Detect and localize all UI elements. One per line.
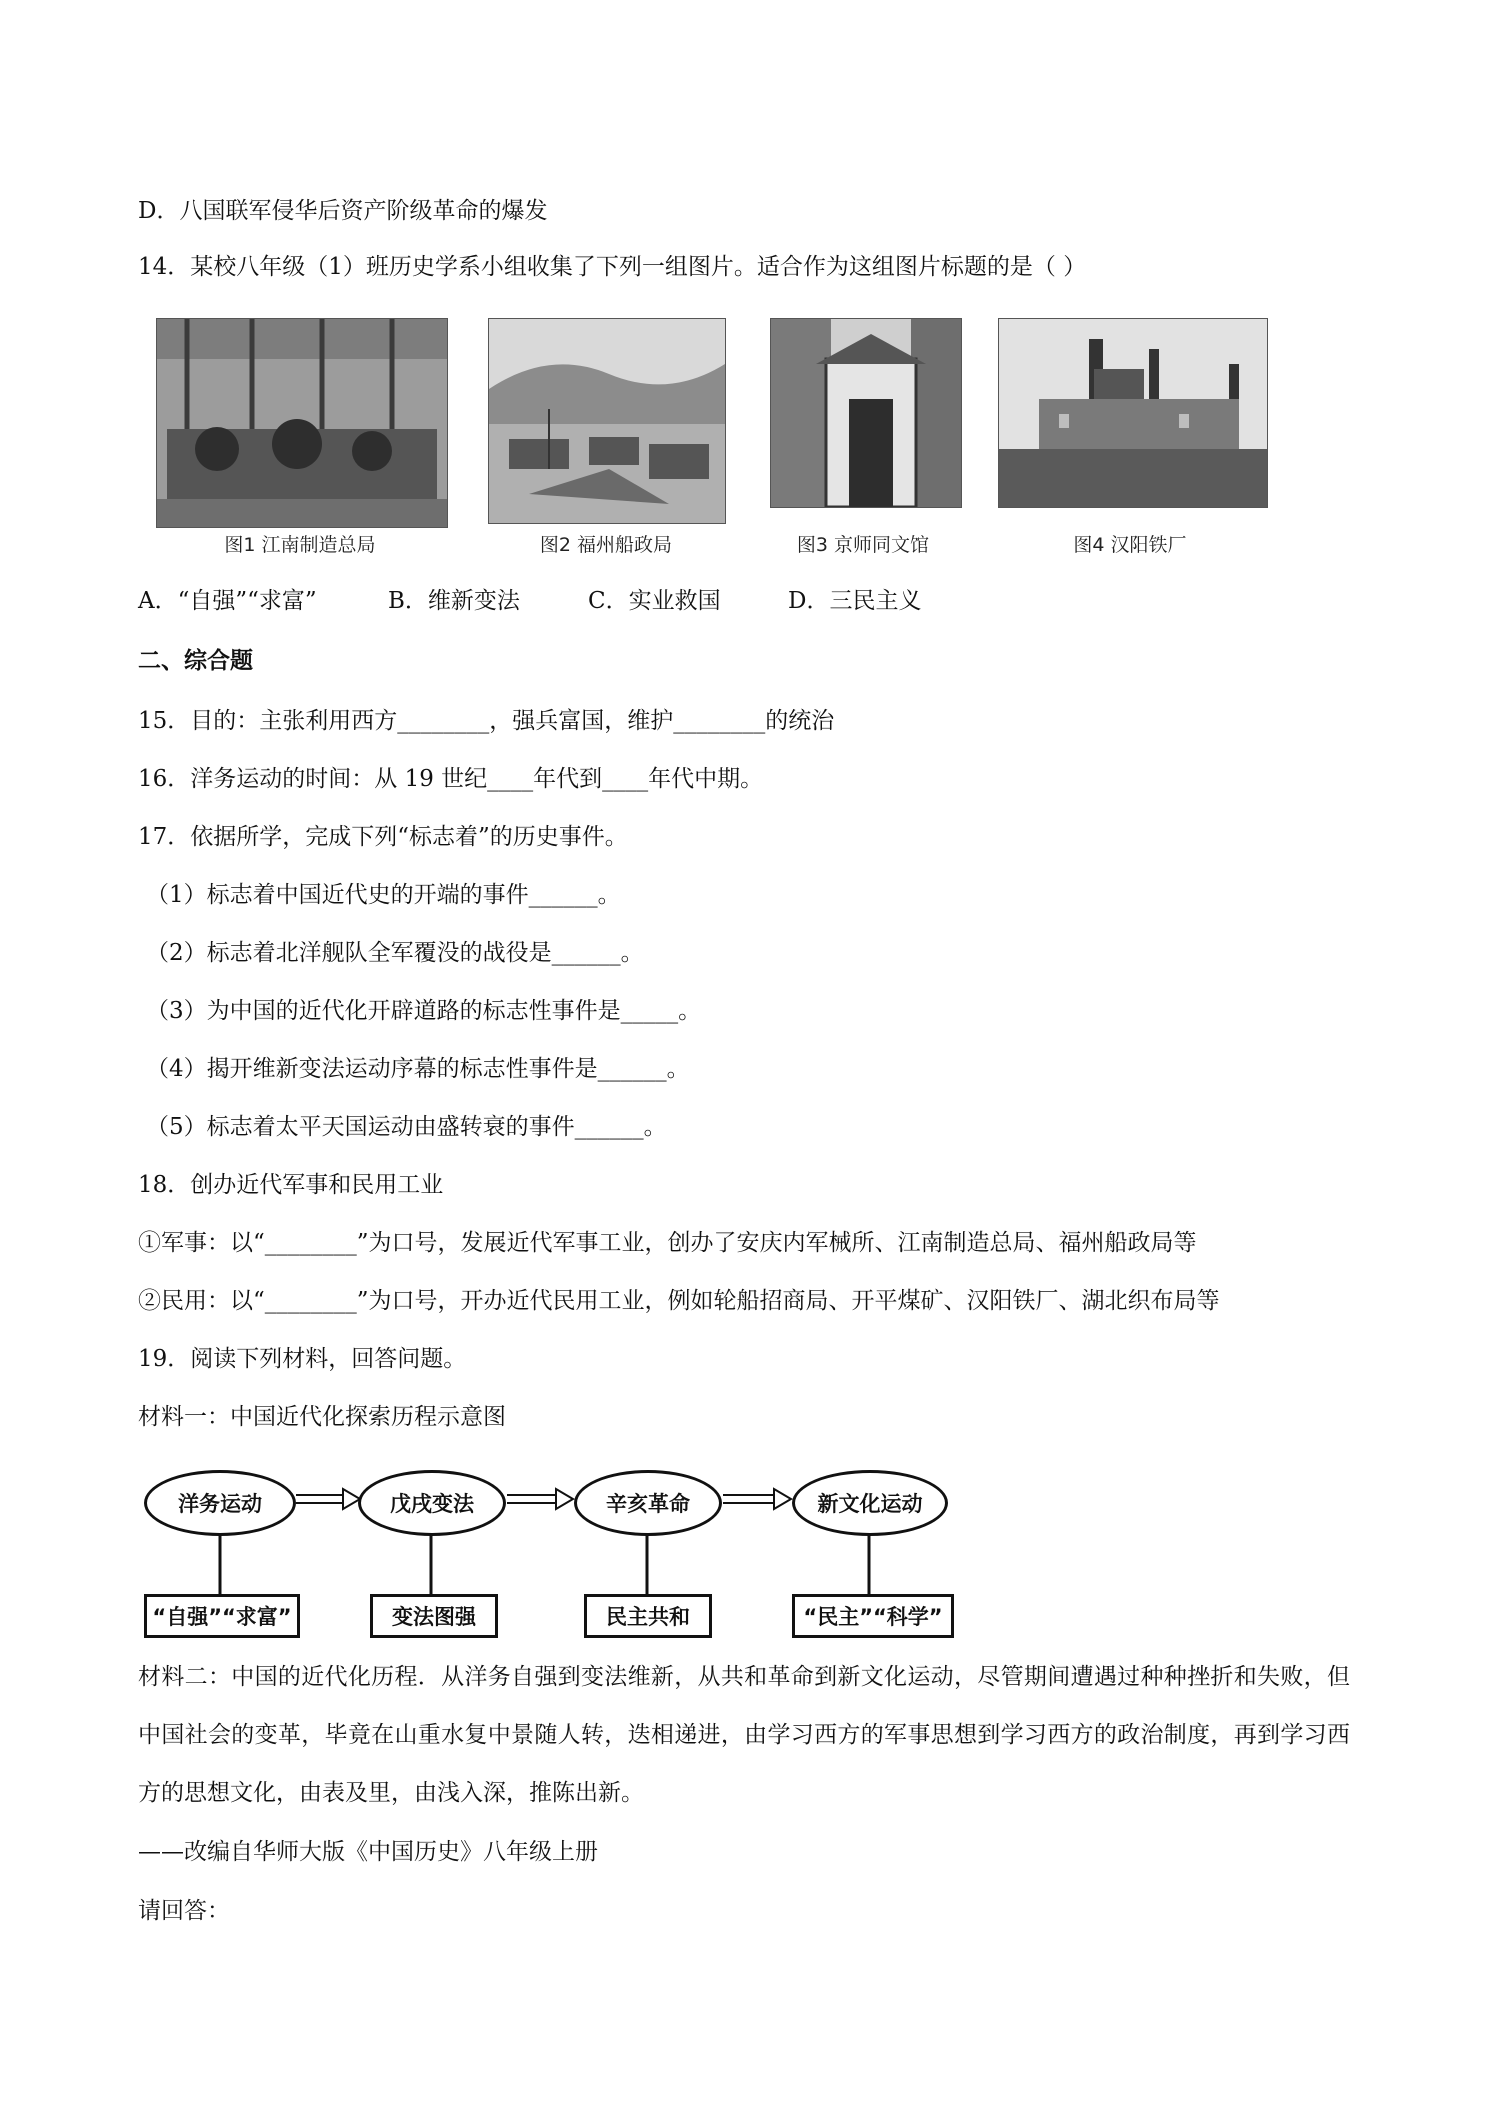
caption-3: 图3 京师同文馆 (796, 534, 930, 556)
q19-stem: 19．阅读下列材料，回答问题。 (138, 1346, 467, 1372)
arrow-3-icon (723, 1489, 791, 1509)
q18-stem: 18．创办近代军事和民用工业 (138, 1172, 444, 1198)
q14-option-b: B．维新变法 (388, 588, 520, 614)
caption-1: 图1 江南制造总局 (224, 534, 376, 556)
answer-prompt: 请回答： (138, 1898, 230, 1924)
q13-option-d: D．八国联军侵华后资产阶级革命的爆发 (138, 198, 548, 224)
q17-stem: 17．依据所学，完成下列“标志着”的历史事件。 (138, 824, 628, 850)
stage-wuxu: 戊戌变法 (358, 1470, 506, 1536)
q17-item-1: （1）标志着中国近代史的开端的事件______。 (146, 882, 621, 908)
q14-option-c: C．实业救国 (588, 588, 721, 614)
q14-stem: 14．某校八年级（1）班历史学系小组收集了下列一组图片。适合作为这组图片标题的是（ ） (138, 254, 1087, 280)
slogan-yangwu: “自强”“求富” (144, 1594, 300, 1638)
q17-item-5: （5）标志着太平天国运动由盛转衰的事件______。 (146, 1114, 667, 1140)
q15: 15．目的：主张利用西方________，强兵富国，维护________的统治 (138, 708, 835, 734)
photo-jiangnan-arsenal (156, 318, 448, 528)
q17-item-4: （4）揭开维新变法运动序幕的标志性事件是______。 (146, 1056, 690, 1082)
stage-xinhai: 辛亥革命 (574, 1470, 722, 1536)
material-2-source: ——改编自华师大版《中国历史》八年级上册 (138, 1839, 598, 1865)
caption-2: 图2 福州船政局 (539, 534, 673, 556)
q17-item-3: （3）为中国的近代化开辟道路的标志性事件是_____。 (146, 998, 702, 1024)
photo-fuzhou-shipyard (488, 318, 726, 524)
q16: 16．洋务运动的时间：从 19 世纪____年代到____年代中期。 (138, 766, 764, 792)
q14-option-a: A．“自强”“求富” (138, 588, 317, 614)
photo-tongwenguan (770, 318, 962, 508)
material-2: 材料二：中国的近代化历程．从洋务自强到变法维新，从共和革命到新文化运动，尽管期间遭遇过种种挫折和失败，但中国社会的变革，毕竟在山重水复中景随人转，迭相递进，由学习西方的军事思想到学习西方的政治制度，再到学习西方的思想文化，由表及里，由浅入深，推陈出新。 (138, 1664, 1350, 1806)
q18-civil: ②民用：以“________”为口号，开办近代民用工业，例如轮船招商局、开平煤矿、汉阳铁厂、湖北织布局等 (138, 1288, 1220, 1314)
q14-option-d: D．三民主义 (788, 588, 922, 614)
section-title: 二、综合题 (138, 648, 253, 674)
arrow-1-icon (296, 1489, 360, 1509)
material-1-label: 材料一：中国近代化探索历程示意图 (138, 1404, 506, 1430)
slogan-wuxu: 变法图强 (370, 1594, 498, 1638)
arrow-2-icon (507, 1489, 573, 1509)
q17-item-2: （2）标志着北洋舰队全军覆没的战役是______。 (146, 940, 644, 966)
q18-military: ①军事：以“________”为口号，发展近代军事工业，创办了安庆内军械所、江南制造总局、福州船政局等 (138, 1230, 1197, 1256)
photo-hanyang-ironworks (998, 318, 1268, 508)
caption-4: 图4 汉阳铁厂 (1073, 534, 1187, 556)
stage-new-culture: 新文化运动 (792, 1470, 948, 1536)
stage-yangwu: 洋务运动 (144, 1470, 296, 1536)
slogan-xinhai: 民主共和 (584, 1594, 712, 1638)
slogan-new-culture: “民主”“科学” (792, 1594, 954, 1638)
